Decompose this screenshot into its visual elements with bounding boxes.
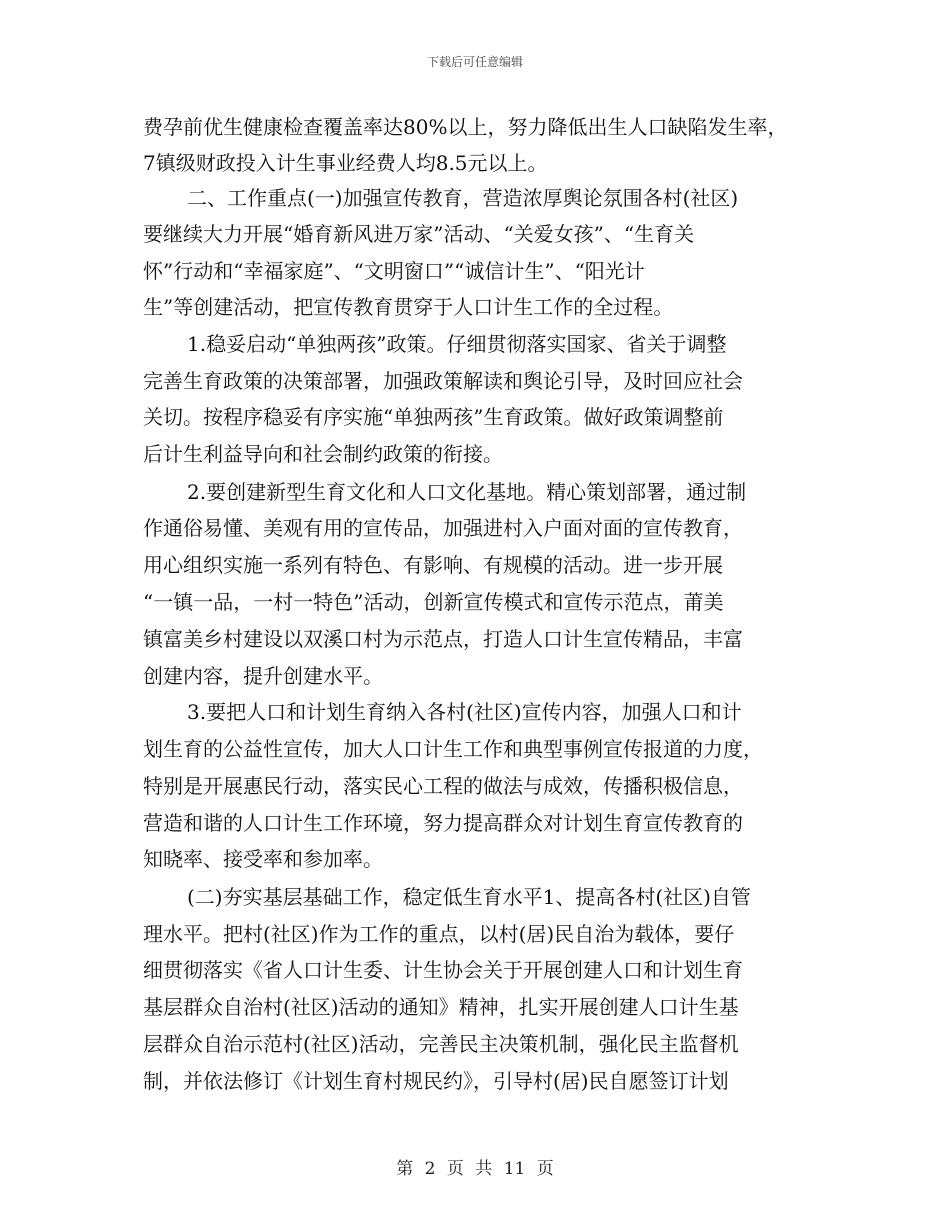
body-line: 理水平。把村(社区)作为工作的重点，以村(居)民自治为载体，要仔: [143, 922, 735, 946]
page-number: 第 2 页 共 11 页: [396, 1159, 554, 1179]
body-line: 关切。按程序稳妥有序实施“单独两孩”生育政策。做好政策调整前: [143, 405, 724, 429]
body-line: 制，并依法修订《计划生育村规民约》，引导村(居)民自愿签订计划: [143, 1069, 729, 1093]
body-line: 层群众自治示范村(社区)活动，完善民主决策机制，强化民主监督机: [143, 1032, 739, 1056]
body-line: 营造和谐的人口计生工作环境，努力提高群众对计划生育宣传教育的: [143, 811, 743, 835]
body-line: 划生育的公益性宣传，加大人口计生工作和典型事例宣传报道的力度，: [143, 737, 763, 761]
page-header: 下载后可任意编辑: [426, 55, 523, 69]
body-line: 镇富美乡村建设以双溪口村为示范点，打造人口计生宣传精品，丰富: [143, 627, 743, 651]
body-line: 细贯彻落实《省人口计生委、计生协会关于开展创建人口和计划生育: [143, 958, 743, 982]
body-line: 特别是开展惠民行动，落实民心工程的做法与成效，传播积极信息，: [143, 774, 743, 798]
body-line: 用心组织实施一系列有特色、有影响、有规模的活动。进一步开展: [143, 553, 723, 577]
body-line: 作通俗易懂、美观有用的宣传品，加强进村入户面对面的宣传教育，: [143, 516, 743, 540]
body-line: 完善生育政策的决策部署，加强政策解读和舆论引导，及时回应社会: [143, 369, 743, 393]
body-line: (二)夯实基层基础工作，稳定低生育水平1、提高各村(社区)自管: [187, 885, 751, 909]
body-line: 1.稳妥启动“单独两孩”政策。仔细贯彻落实国家、省关于调整: [187, 332, 727, 356]
body-line: 费孕前优生健康检查覆盖率达80%以上，努力降低出生人口缺陷发生率，: [143, 115, 788, 139]
body-line: “一镇一品，一村一特色”活动，创新宣传模式和宣传示范点，莆美: [143, 590, 724, 614]
body-line: 怀”行动和“幸福家庭”、“文明窗口”“诚信计生”、“阳光计: [143, 259, 645, 283]
body-line: 后计生利益导向和社会制约政策的衔接。: [143, 442, 503, 466]
body-line: 3.要把人口和计划生育纳入各村(社区)宣传内容，加强人口和计: [187, 700, 742, 724]
body-line: 要继续大力开展“婚育新风进万家”活动、“关爱女孩”、“生育关: [143, 222, 695, 246]
body-line: 基层群众自治村(社区)活动的通知》精神，扎实开展创建人口计生基: [143, 995, 739, 1019]
body-line: 二、工作重点(一)加强宣传教育，营造浓厚舆论氛围各村(社区): [187, 186, 739, 210]
body-line: 创建内容，提升创建水平。: [143, 664, 383, 688]
body-line: 知晓率、接受率和参加率。: [143, 847, 383, 871]
body-line: 7镇级财政投入计生事业经费人均8.5元以上。: [143, 151, 548, 175]
body-line: 2.要创建新型生育文化和人口文化基地。精心策划部署，通过制: [187, 480, 747, 504]
body-line: 生”等创建活动，把宣传教育贯穿于人口计生工作的全过程。: [143, 295, 674, 319]
